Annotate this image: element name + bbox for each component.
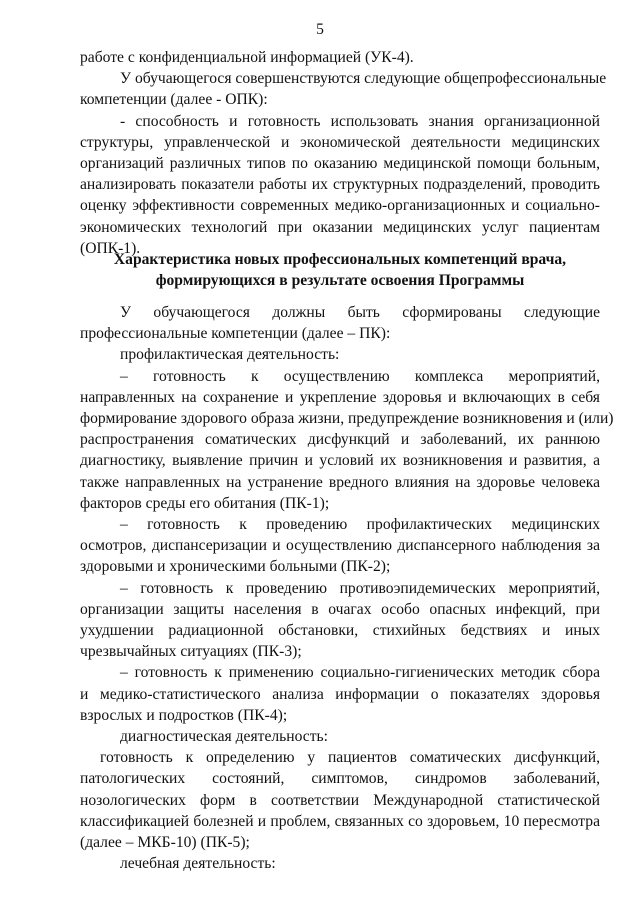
body-line: осмотров, диспансеризации и осуществлению диспансерного наблюдения за xyxy=(80,537,600,555)
section-heading xyxy=(80,249,600,291)
body-line: патологических состояний, симптомов, синдромов заболеваний, xyxy=(80,770,600,788)
intro-line: (ОПК-1). xyxy=(80,239,141,257)
body-line: организации защиты населения в очагах особо опасных инфекций, при xyxy=(80,600,600,618)
heading-line-1: Характеристика новых профессиональных компетенций врача, xyxy=(113,251,567,268)
body-line: (далее – МКБ-10) (ПК-5); xyxy=(80,834,250,852)
body-line: здоровыми и хроническими больными (ПК-2); xyxy=(80,558,391,576)
body-line: диагностику, выявление причин и условий их возникновения и развития, а xyxy=(80,452,600,470)
competencies-text-block xyxy=(80,302,614,874)
body-line: и медико-статистического анализа информации о показателях здоровья xyxy=(80,685,600,703)
intro-line: структуры, управленческой и экономической деятельности медицинских xyxy=(80,133,600,151)
intro-line: экономических технологий при оказании медицинских услуг пациентам xyxy=(80,218,600,236)
body-line: взрослых и подростков (ПК-4); xyxy=(80,706,288,724)
body-line: факторов среды его обитания (ПК-1); xyxy=(80,494,330,512)
body-line: распространения соматических дисфункций и заболеваний, их раннюю xyxy=(80,431,600,449)
body-line: чрезвычайных ситуациях (ПК-3); xyxy=(80,643,302,661)
intro-line: организаций различных типов по оказанию медицинской помощи больным, xyxy=(80,155,600,173)
intro-line: У обучающегося совершенствуются следующие общепрофессиональные xyxy=(120,70,607,88)
intro-line: анализировать показатели работы их структурных подразделений, проводить xyxy=(80,176,600,194)
body-line: – готовность к применению социально-гигиенических методик сбора xyxy=(120,664,600,682)
intro-line: работе с конфиденциальной информацией (УК-4). xyxy=(80,49,414,66)
body-line: ухудшении радиационной обстановки, стихийных бедствиях и иных xyxy=(80,622,600,640)
body-line: – готовность к проведению профилактических медицинских xyxy=(120,516,600,534)
body-line: классификацией болезней и проблем, связанных со здоровьем, 10 пересмотра xyxy=(80,812,600,830)
body-line: нозологических форм в соответствии Международной статистической xyxy=(80,791,600,809)
page-number: 5 xyxy=(316,21,324,38)
body-line: формирование здорового образа жизни, предупреждение возникновения и (или) xyxy=(80,410,614,428)
intro-line: - способность и готовность использовать знания организационной xyxy=(120,112,600,130)
body-line: – готовность к проведению противоэпидемических мероприятий, xyxy=(120,579,600,597)
body-line: диагностическая деятельность: xyxy=(120,728,328,746)
heading-line-2: формирующихся в результате освоения Программы xyxy=(155,272,525,289)
intro-line: компетенции (далее - ОПК): xyxy=(80,91,268,109)
body-line: готовность к определению у пациентов соматических дисфункций, xyxy=(100,749,600,767)
intro-text-block xyxy=(80,47,607,259)
body-line: профилактическая деятельность: xyxy=(120,346,340,364)
body-line: – готовность к осуществлению комплекса мероприятий, xyxy=(120,367,600,385)
body-line: У обучающегося должны быть сформированы следующие xyxy=(120,304,600,321)
body-line: профессиональные компетенции (далее – ПК): xyxy=(80,325,391,343)
intro-line: оценку эффективности современных медико-организационных и социально- xyxy=(80,197,600,215)
body-line: лечебная деятельность: xyxy=(120,855,276,873)
body-line: также направленных на устранение вредного влияния на здоровье человека xyxy=(80,473,600,491)
body-line: направленных на сохранение и укрепление здоровья и включающих в себя xyxy=(80,388,600,406)
